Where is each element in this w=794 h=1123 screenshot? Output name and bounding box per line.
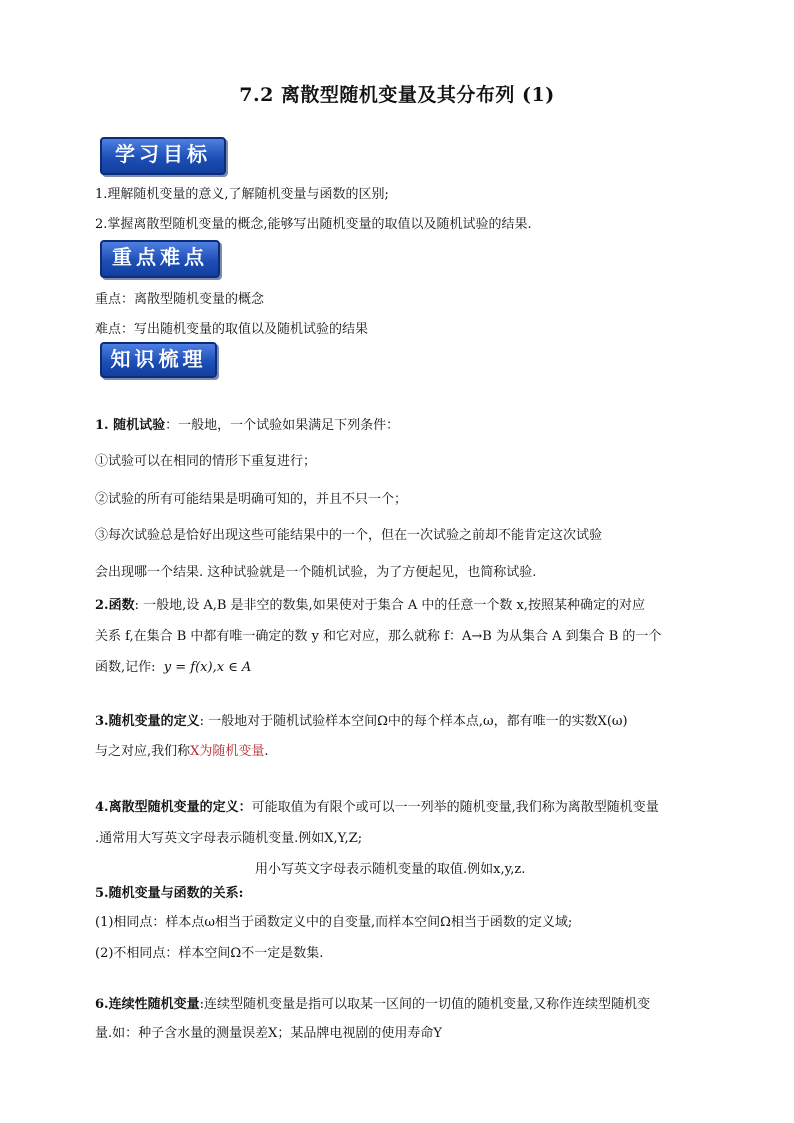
section-badge-keypoints: 重点难点 [100, 240, 220, 278]
section-3-line-2 [95, 740, 269, 759]
section-1-text: ：一般地，一个试验如果满足下列条件： [165, 418, 400, 433]
section-6-label: 6.连续性随机变量 [95, 997, 200, 1012]
page-title: 7.2 离散型随机变量及其分布列 (1) [239, 84, 555, 106]
section-4-text-1: 可能取值为有限个或可以一一列举的随机变量,我们称为离散型随机变量 [251, 800, 659, 815]
section-2-line-1 [95, 594, 645, 613]
section-4-line-1 [95, 796, 659, 815]
section-badge-goals: 学习目标 [100, 137, 226, 175]
condition-3-cont: 会出现哪一个结果. 这种试验就是一个随机试验，为了方便起见，也简称试验. [95, 565, 537, 580]
section-4-line-2: .通常用大写英文字母表示随机变量.例如X,Y,Z; [95, 831, 363, 846]
random-variable-term: X为随机变量 [190, 744, 265, 759]
section-5-point-2: (2)不相同点：样本空间Ω不一定是数集. [95, 946, 324, 961]
condition-3: ③每次试验总是恰好出现这些可能结果中的一个，但在一次试验之前却不能肯定这次试验 [95, 528, 603, 543]
section-6-text-1: :连续型随机变量是指可以取某一区间的一切值的随机变量,又称作连续型随机变 [199, 997, 651, 1012]
section-3-text-2b: . [264, 744, 269, 759]
section-4-label: 4.离散型随机变量的定义： [95, 800, 252, 815]
section-2-line-3 [95, 656, 251, 675]
goal-item-1: 1.理解随机变量的意义,了解随机变量与函数的区别; [95, 187, 389, 202]
section-3-text-1: : 一般地对于随机试验样本空间Ω中的每个样本点,ω，都有唯一的实数X(ω) [199, 714, 628, 729]
section-1-intro [95, 414, 399, 433]
condition-1: ①试验可以在相同的情形下重复进行； [95, 454, 317, 469]
section-4-line-3: 用小写英文字母表示随机变量的取值.例如x,y,z. [255, 862, 526, 877]
goal-item-2: 2.掌握离散型随机变量的概念,能够写出随机变量的取值以及随机试验的结果. [95, 217, 532, 232]
section-5-label: 5.随机变量与函数的关系: [95, 886, 244, 901]
section-3-line-1 [95, 710, 628, 729]
section-2-label: 2.函数 [95, 598, 135, 613]
section-2-text-3: 函数,记作: [95, 660, 156, 675]
section-3-label: 3.随机变量的定义 [95, 714, 200, 729]
section-5-point-1: (1)相同点：样本点ω相当于函数定义中的自变量,而样本空间Ω相当于函数的定义域; [95, 915, 573, 930]
difficult-point: 难点：写出随机变量的取值以及随机试验的结果 [95, 322, 369, 337]
section-2-text-1: : 一般地,设 A,B 是非空的数集,如果使对于集合 A 中的任意一个数 x,按照某种确定的对应 [134, 598, 645, 613]
function-formula: y = f(x),x ∈ A [163, 660, 252, 675]
condition-2: ②试验的所有可能结果是明确可知的，并且不只一个； [95, 492, 408, 507]
section-6-line-1 [95, 993, 650, 1012]
section-6-line-2: 量.如：种子含水量的测量误差X；某品牌电视剧的使用寿命Y [95, 1026, 442, 1041]
section-3-text-2a: 与之对应,我们称 [95, 744, 191, 759]
section-2-line-2: 关系 f,在集合 B 中都有唯一确定的数 y 和它对应，那么就称 f：A→B 为从集合 A 到集合 B 的一个 [95, 629, 662, 644]
section-1-label: 1. 随机试验 [95, 418, 166, 433]
key-point: 重点：离散型随机变量的概念 [95, 292, 265, 307]
section-badge-knowledge: 知识梳理 [100, 342, 217, 378]
